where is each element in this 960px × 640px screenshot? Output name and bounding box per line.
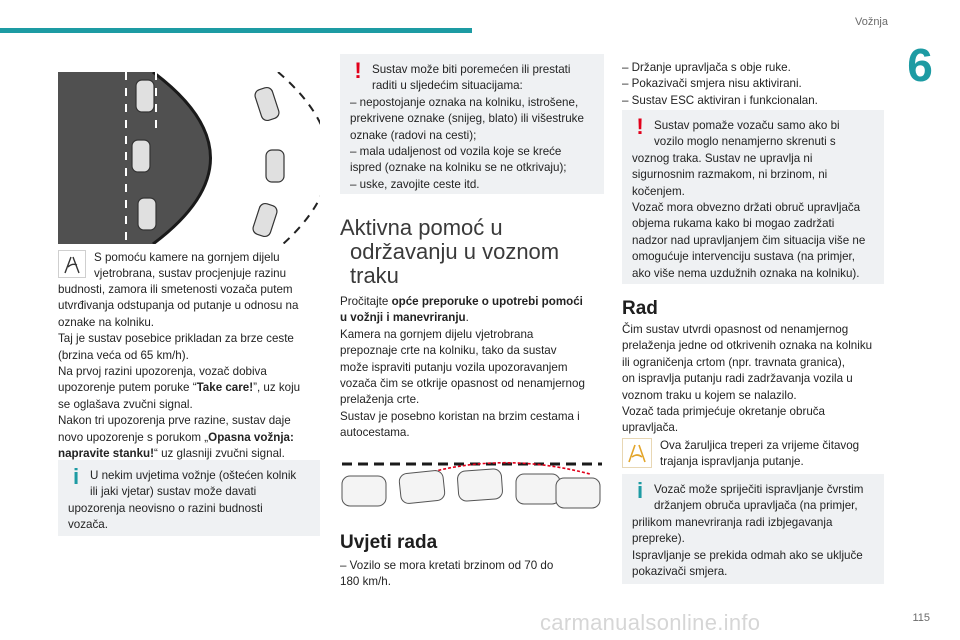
warning-exclamation-icon: ! (354, 58, 362, 83)
text-line: vjetrobrana, sustav procjenjuje razinu (94, 267, 287, 281)
text-line: objema rukama kako bi mogao zadržati (632, 217, 835, 231)
text-line: ako više nema uzdužnih oznaka na kolniku). (632, 266, 860, 280)
lane-keeping-drawing (340, 448, 604, 516)
text-line: oznake (radovi na cesti); (350, 128, 477, 142)
text-line (58, 430, 320, 446)
lane-assist-warning-lamp-icon (622, 438, 652, 468)
drowsiness-illustration (58, 72, 320, 244)
text-line: – Pokazivači smjera nisu aktivirani. (622, 77, 802, 91)
subheading: Rad (622, 298, 658, 319)
text-line: može ispraviti putanju vozila upozoravanjem (340, 360, 568, 374)
col2-body (340, 294, 604, 442)
text-line: Kamera na gornjem dijelu vjetrobrana (340, 327, 534, 341)
subheading: Uvjeti rada (340, 532, 438, 553)
text-line (340, 294, 604, 310)
text-line: Ova žaruljica treperi za vrijeme čitavog (660, 439, 860, 452)
col3-conditions (622, 60, 884, 109)
text-line: vozača čim se otkrije opasnost od nenamjernog (340, 377, 585, 391)
text-line: (brzina veća od 65 km/h). (58, 348, 189, 362)
text-line: U nekim uvjetima vožnje (oštećen kolnik (90, 469, 297, 482)
text-line: – mala udaljenost od vozila koje se kreće (350, 145, 562, 159)
text-line: ili ograničenja crtom (npr. travnata granica), (622, 355, 845, 369)
text-line: Na prvoj razini upozorenja, vozač dobiva (58, 365, 267, 379)
text-line: Vozač mora obvezno držati obruč upravljača (632, 201, 861, 215)
heading-line: održavanju u voznom (350, 239, 560, 264)
take-care-message: Take care! (196, 381, 254, 395)
warning-box (340, 54, 604, 194)
text-line (58, 380, 320, 396)
chapter-number: 6 (907, 39, 933, 91)
text-line: – Držanje upravljača s obje ruke. (622, 61, 791, 74)
text-span: “ uz glasniji zvučni signal. (154, 447, 285, 461)
text-line: oznake na kolniku. (58, 315, 155, 329)
text-span: ”, uz koju (253, 381, 301, 395)
dangerous-driving-message: napravite stanku! (58, 447, 154, 461)
info-box (622, 474, 884, 584)
text-line: on ispravlja putanju radi zadržavanja vozila u (622, 372, 853, 386)
text-line: prelaženja crte. (340, 393, 420, 407)
info-icon: i (72, 464, 80, 489)
text-line: vozača. (68, 518, 108, 532)
text-line (340, 310, 604, 326)
text-line: prepoznaje crte na kolniku, tako da sustav (340, 344, 557, 358)
info-box (58, 460, 320, 536)
text-line: Sustav pomaže vozaču samo ako bi (654, 119, 840, 132)
text-line: se oglašava zvučni signal. (58, 397, 193, 411)
text-line: – Sustav ESC aktiviran i funkcionalan. (622, 93, 818, 107)
text-line: Ispravljanje se prekida odmah ako se uključe (632, 548, 863, 562)
text-line: nadzor nad upravljanjem čim situacija više ne (632, 233, 866, 247)
text-line: budnosti, zamora ili smetenosti vozača putem (58, 283, 293, 296)
lane-drift-drawing (58, 72, 320, 244)
text-line: voznog traka. Sustav ne upravlja ni (632, 151, 813, 165)
text-line: 180 km/h. (340, 575, 391, 589)
text-span: novo upozorenje s porukom „ (58, 430, 209, 444)
warning-exclamation-icon: ! (636, 114, 644, 139)
text-line: pokazivači smjera. (632, 565, 728, 579)
text-line: voznom traku u kojem se nalazilo. (622, 388, 797, 402)
text-line: prilikom manevriranja radi izbjegavanja (632, 515, 833, 529)
section-heading (340, 216, 604, 288)
col3-body (622, 322, 884, 437)
text-line: upravljača. (622, 421, 679, 435)
text-line: upozorenja neovisno o razini budnosti (68, 501, 263, 515)
text-line: – nepostojanje oznaka na kolniku, istrošene, (350, 95, 579, 109)
text-line: kočenjem. (632, 184, 685, 198)
text-line: – uske, zavojite ceste itd. (350, 177, 480, 191)
section-title: Vožnja (854, 16, 888, 28)
text-line: sigurnosnim razmakom, ni brzinom, ni (632, 168, 828, 182)
text-line: trajanja ispravljanja putanje. (660, 455, 804, 469)
dangerous-driving-message: Opasna vožnja: (208, 430, 294, 444)
text-line: – Vozilo se mora kretati brzinom od 70 do (340, 559, 554, 572)
text-line: ispred (oznake na kolniku se ne otkrivaju); (350, 161, 567, 175)
lane-departure-icon (58, 250, 86, 278)
col1-body (58, 282, 320, 462)
text-line: S pomoću kamere na gornjem dijelu (94, 251, 280, 264)
text-line: Vozač tada primjećuje okretanje obruča (622, 405, 826, 419)
text-line: Nakon tri upozorenja prve razine, sustav daje (58, 414, 291, 428)
heading-line: Aktivna pomoć u (340, 215, 503, 240)
text-line: ili jaki vjetar) sustav može davati (90, 485, 257, 499)
text-line: držanjem obruča upravljača (na primjer, (654, 499, 858, 513)
bold-text: opće preporuke o upotrebi pomoći (391, 295, 583, 308)
text-line: prelaženja jedne od otkrivenih oznaka na kolniku (622, 339, 873, 353)
text-span: Pročitajte (340, 295, 392, 308)
bold-text: u vožnji i manevriranju (340, 311, 466, 325)
text-line: prepreke). (632, 532, 685, 546)
text-line: raditi u sljedećim situacijama: (372, 79, 523, 93)
text-span: upozorenje putem poruke “ (58, 381, 197, 395)
text-line: utvrđivanja odstupanja od putanje u odnosu na (58, 299, 299, 313)
page-number: 115 (912, 612, 930, 624)
text-line: Taj je sustav posebice prikladan za brze ceste (58, 332, 294, 346)
text-line: Vozač može spriječiti ispravljanje čvrstim (654, 483, 864, 496)
text-line: omogućuje intervenciju sustava (na primjer, (632, 250, 855, 264)
text-line: Sustav može biti poremećen ili prestati (372, 63, 571, 76)
watermark: carmanualsonline.info (540, 610, 761, 635)
text-span: . (465, 311, 469, 325)
heading-line: traku (350, 263, 399, 288)
header-accent-bar (0, 28, 472, 33)
text-line: Čim sustav utvrdi opasnost od nenamjernog (622, 323, 849, 336)
lamp-row (622, 438, 884, 471)
col2-conditions (340, 558, 604, 591)
text-line: autocestama. (340, 426, 410, 440)
warning-box (622, 110, 884, 284)
lane-keeping-illustration (340, 448, 604, 516)
text-line: prekrivene oznake (snijeg, blato) ili višestruke (350, 112, 584, 126)
text-line: Sustav je posebno koristan na brzim cestama i (340, 409, 580, 423)
text-line: vozilo moglo nenamjerno skrenuti s (654, 135, 836, 149)
info-icon: i (636, 478, 644, 503)
camera-intro-row (58, 250, 320, 283)
